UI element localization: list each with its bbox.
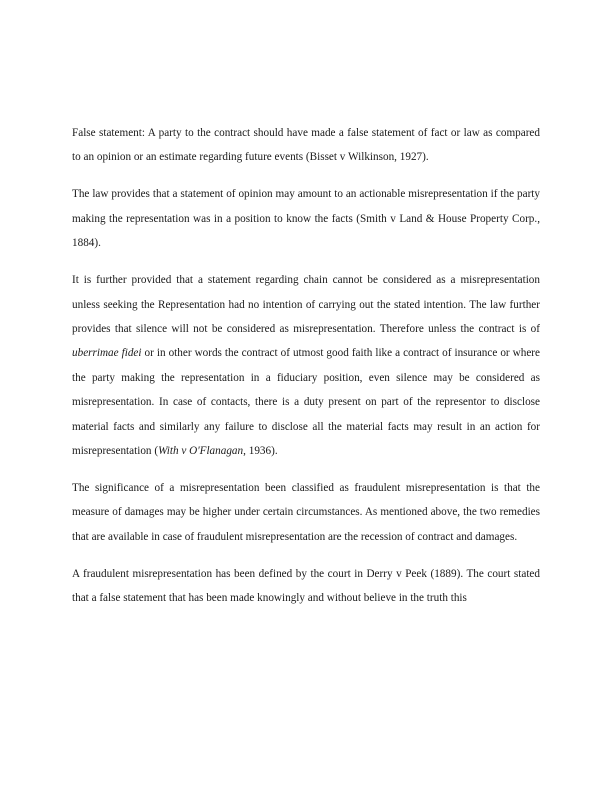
paragraph-text: The law provides that a statement of opinion may amount to an actionable misrepresentation if the party making the representation was in a position to know the facts (Smith v Land & House Property Corp., 1884). — [72, 188, 540, 250]
italic-case-citation: With v O'Flanagan — [158, 445, 244, 458]
paragraph-opinion — [72, 182, 540, 255]
paragraph-significance — [72, 476, 540, 549]
paragraph-false-statement — [72, 121, 540, 170]
paragraph-silence — [72, 268, 540, 463]
paragraph-text: or in other words the contract of utmost good faith like a contract of insurance or where the party making the representation in a fiduciary position, even silence may be considered as misrepresentation. In case of contacts, there is a duty present on part of the representor to disclose material facts and similarly any failure to disclose all the material facts may result in an action for misrepresentation ( — [72, 347, 540, 458]
paragraph-derry-v-peek — [72, 562, 540, 611]
paragraph-text: , 1936). — [243, 445, 278, 458]
italic-term-uberrimae-fidei: uberrimae fidei — [72, 347, 142, 360]
paragraph-text: It is further provided that a statement regarding chain cannot be considered as a misrepresentation unless seeking the Representation had no intention of carrying out the stated intention. The law further provides that silence will not be considered as misrepresentation. Therefore unless the contract is of — [72, 274, 540, 336]
paragraph-text: False statement: A party to the contract should have made a false statement of fact or law as compared to an opinion or an estimate regarding future events (Bisset v Wilkinson, 1927). — [72, 127, 540, 164]
paragraph-text: A fraudulent misrepresentation has been defined by the court in Derry v Peek (1889). The court stated that a false statement that has been made knowingly and without believe in the truth this — [72, 567, 540, 605]
paragraph-text: The significance of a misrepresentation been classified as fraudulent misrepresentation is that the measure of damages may be higher under certain circumstances. As mentioned above, the two remedies that are available in case of fraudulent misrepresentation are the recession of contract and damages. — [72, 482, 540, 543]
document-body — [72, 121, 540, 623]
